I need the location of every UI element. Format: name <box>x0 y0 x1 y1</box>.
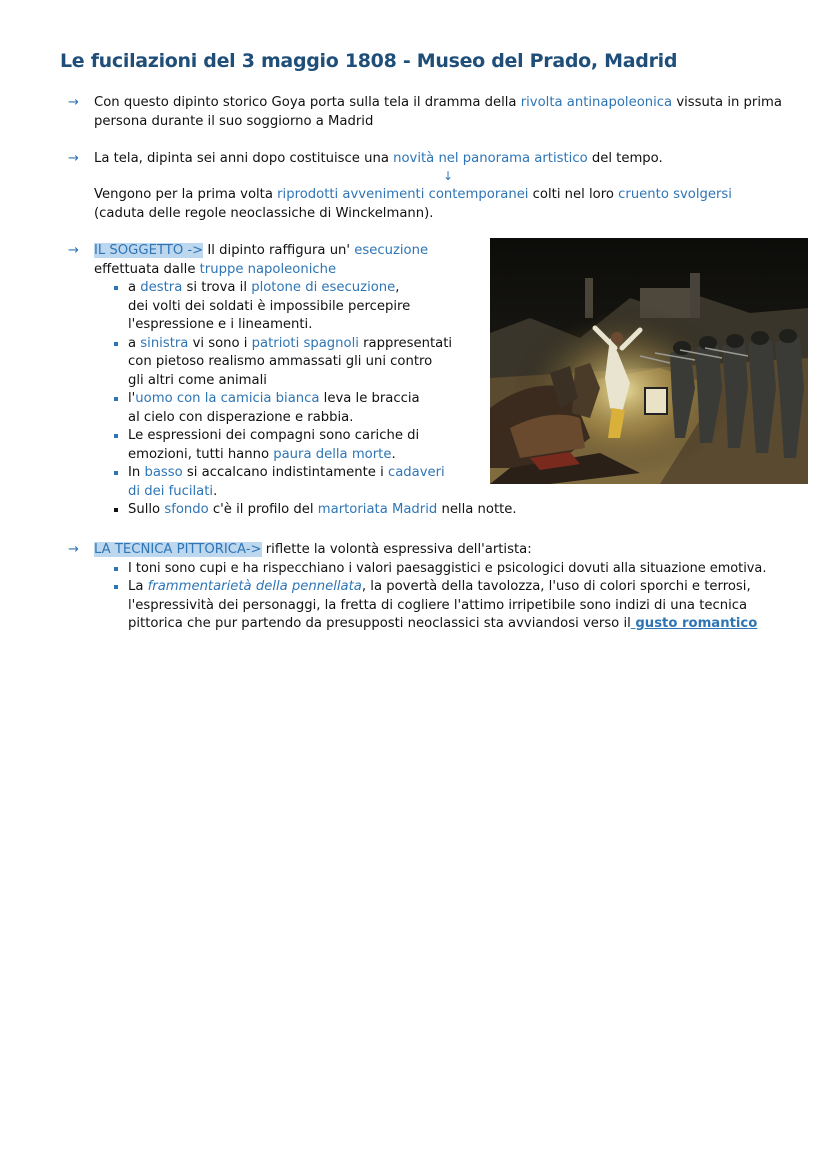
highlight-term: cruento svolgersi <box>618 187 732 202</box>
intro-paragraph: Con questo dipinto storico Goya porta sulla tela il dramma della rivolta antinapoleonica vissuta in prima persona durante il suo soggiorno a Madrid <box>94 95 782 129</box>
soggetto-section: IL SOGGETTO -> Il dipinto raffigura un' esecuzione effettuata dalle truppe napoleoniche a destra si trova il plotone di esecuzione, dei volti dei soldati è impossibile percepire l'espressione e i lineamenti. a sinistra vi sono i patrioti spagnoli rappresentati con pietoso realismo ammassati gli uni contro gli altri come animali l'uomo con la camicia bianca leva le braccia al cielo con disperazione e rabbia. Le espressioni dei compagni sono cariche di emozioni, tutti hanno paura della morte. In basso si accalcano indistintamente i cadaveri di dei fucilati. Sullo sfondo c'è il profilo del martoriata Madrid nella notte. <box>94 242 554 520</box>
list-item: Sullo sfondo c'è il profilo del martoriata Madrid nella notte. <box>93 501 554 520</box>
list-item: a destra si trova il plotone di esecuzione, dei volti dei soldati è impossibile percepire l'espressione e i lineamenti. <box>93 279 554 335</box>
list-item: In basso si accalcano indistintamente i cadaveri di dei fucilati. <box>93 464 554 501</box>
gusto-romantico-link[interactable]: gusto romantico <box>630 616 758 631</box>
bullet-arrow-icon: → <box>68 95 79 110</box>
list-item: Le espressioni dei compagni sono cariche di emozioni, tutti hanno paura della morte. <box>93 427 554 464</box>
section-heading-tecnica: LA TECNICA PITTORICA-> <box>94 542 262 557</box>
down-arrow-icon: ↓ <box>443 169 454 183</box>
painting-image <box>490 238 808 484</box>
tela-detail-paragraph: Vengono per la prima volta riprodotti avvenimenti contemporanei colti nel loro cruento svolgersi (caduta delle regole neoclassiche di Winckelmann). <box>94 187 732 221</box>
page-title: Le fucilazioni del 3 maggio 1808 - Museo del Prado, Madrid <box>60 50 678 72</box>
list-item: a sinistra vi sono i patrioti spagnoli rappresentati con pietoso realismo ammassati gli uni contro gli altri come animali <box>93 335 554 391</box>
painting-illustration <box>490 238 808 484</box>
soggetto-list <box>93 279 554 520</box>
highlight-term: novità nel panorama artistico <box>393 151 588 166</box>
list-item: La frammentarietà della pennellata, la povertà della tavolozza, l'uso di colori sporchi e terrosi, l'espressività dei personaggi, la fretta di cogliere l'attimo irripetibile sono indizi di una tecnica pittorica che pur partendo da presupposti neoclassici sta avviandosi verso il gusto romantico <box>93 578 824 634</box>
bullet-arrow-icon: → <box>68 542 79 557</box>
section-heading-soggetto: IL SOGGETTO -> <box>94 243 204 258</box>
tela-paragraph: La tela, dipinta sei anni dopo costituisce una novità nel panorama artistico del tempo. <box>94 151 663 166</box>
list-item: I toni sono cupi e ha rispecchiano i valori paesaggistici e psicologici dovuti alla situazione emotiva. <box>93 560 824 579</box>
tecnica-list <box>93 560 824 634</box>
highlight-term: riprodotti avvenimenti contemporanei <box>277 187 529 202</box>
tecnica-section: LA TECNICA PITTORICA-> riflette la volontà espressiva dell'artista: I toni sono cupi e ha rispecchiano i valori paesaggistici e psicologici dovuti alla situazione emotiva. La frammentarietà della pennellata, la povertà della tavolozza, l'uso di colori sporchi e terrosi, l'espressività dei personaggi, la fretta di cogliere l'attimo irripetibile sono indizi di una tecnica pittorica che pur partendo da presupposti neoclassici sta avviandosi verso il gusto romantico <box>94 541 824 634</box>
bullet-arrow-icon: → <box>68 243 79 258</box>
bullet-arrow-icon: → <box>68 151 79 166</box>
list-item: l'uomo con la camicia bianca leva le braccia al cielo con disperazione e rabbia. <box>93 390 554 427</box>
highlight-term: rivolta antinapoleonica <box>520 95 673 110</box>
